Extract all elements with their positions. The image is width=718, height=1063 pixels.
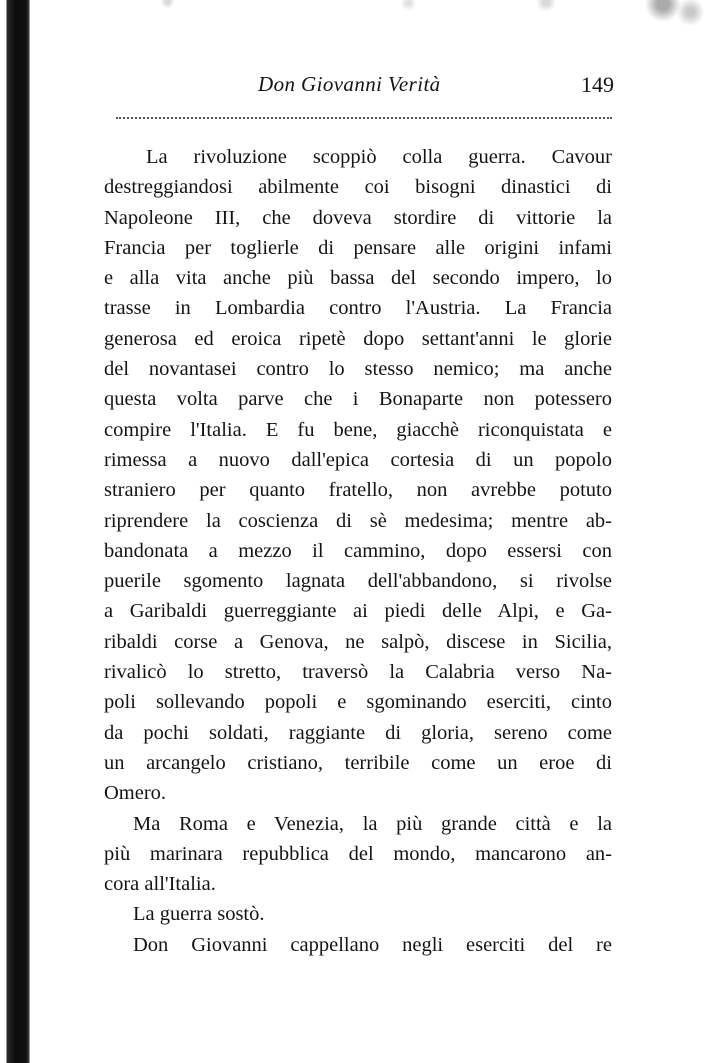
header-rule xyxy=(116,117,612,119)
text-line: Don Giovanni cappellano negli eserciti del re xyxy=(133,933,612,956)
text-line: più marinara repubblica del mondo, mancarono an- xyxy=(104,842,612,865)
page-number: 149 xyxy=(581,72,614,97)
text-line: Ma Roma e Venezia, la più grande città e la xyxy=(133,812,612,835)
page-binding-edge xyxy=(0,0,30,1063)
text-line: Francia per toglierle di pensare alle origini infami xyxy=(104,236,612,259)
body-text xyxy=(104,142,612,960)
page-header xyxy=(108,68,614,108)
text-line: straniero per quanto fratello, non avrebbe potuto xyxy=(104,479,612,502)
text-line: Omero. xyxy=(104,782,167,805)
text-line: destreggiandosi abilmente coi bisogni dinastici di xyxy=(104,176,612,199)
text-line: generosa ed eroica ripetè dopo settant'anni le glorie xyxy=(104,327,612,350)
text-line: ribaldi corse a Genova, ne salpò, discese in Sicilia, xyxy=(104,630,612,653)
text-line: puerile sgomento lagnata dell'abbandono, si rivolse xyxy=(104,570,612,593)
text-line: un arcangelo cristiano, terribile come un eroe di xyxy=(104,751,612,774)
text-line: La guerra sostò. xyxy=(133,903,265,926)
text-line: cora all'Italia. xyxy=(104,873,216,896)
text-line: e alla vita anche più bassa del secondo impero, lo xyxy=(104,267,612,290)
text-line: del novantasei contro lo stesso nemico; ma anche xyxy=(104,358,612,381)
text-line: compire l'Italia. E fu bene, giacchè riconquistata e xyxy=(104,418,612,441)
text-line: rimessa a nuovo dall'epica cortesia di un popolo xyxy=(104,448,612,471)
text-line: da pochi soldati, raggiante di gloria, sereno come xyxy=(104,721,612,744)
text-line: questa volta parve che i Bonaparte non potessero xyxy=(104,388,612,411)
running-title: Don Giovanni Verità xyxy=(258,72,441,96)
text-line: La rivoluzione scoppiò colla guerra. Cavour xyxy=(146,146,612,168)
text-line: riprendere la coscienza di sè medesima; mentre ab- xyxy=(104,509,612,532)
text-line: poli sollevando popoli e sgominando eserciti, cinto xyxy=(104,691,612,714)
scan-noise xyxy=(30,0,718,40)
text-line: a Garibaldi guerreggiante ai piedi delle Alpi, e Ga- xyxy=(104,600,612,623)
text-line: Napoleone III, che doveva stordire di vittorie la xyxy=(104,206,612,229)
text-line: trasse in Lombardia contro l'Austria. La Francia xyxy=(104,297,612,320)
text-line: bandonata a mezzo il cammino, dopo essersi con xyxy=(104,539,612,562)
text-line: rivalicò lo stretto, traversò la Calabria verso Na- xyxy=(104,661,612,684)
